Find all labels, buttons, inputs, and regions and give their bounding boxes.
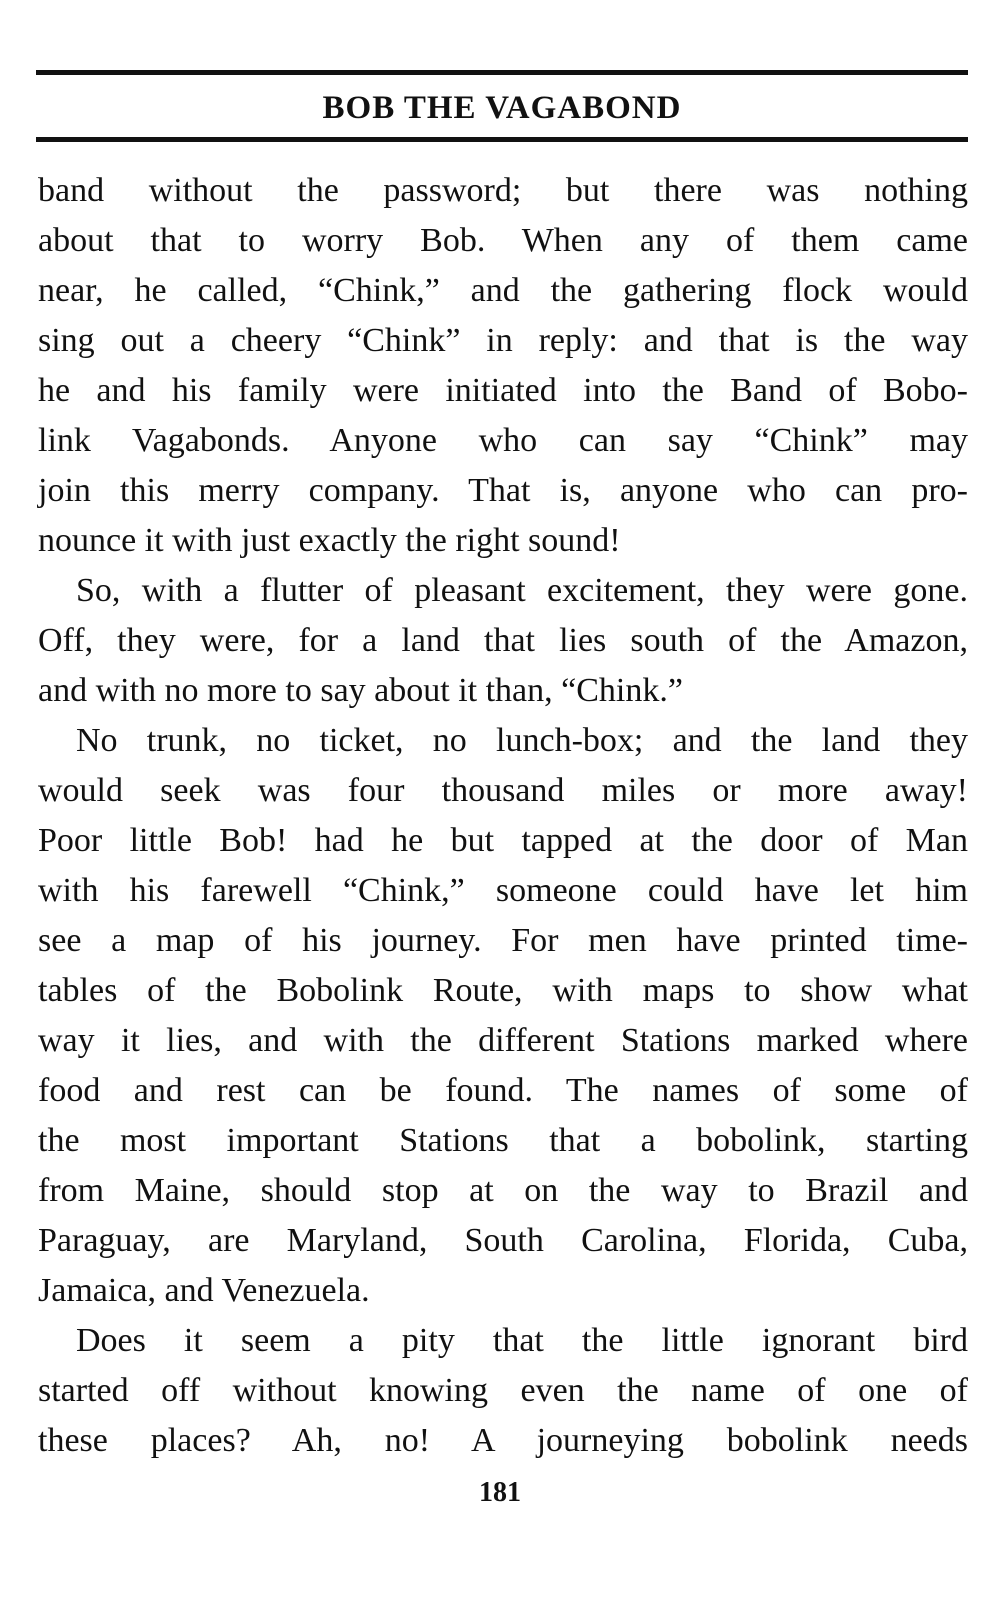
header-rule-bottom (36, 137, 968, 142)
text-line: and with no more to say about it than, “Chink.” (38, 672, 683, 709)
paragraph-start-line: So, with a flutter of pleasant excitement, they were gone. (76, 572, 968, 609)
text-line: started off without knowing even the name of one of (38, 1372, 968, 1409)
text-line: Off, they were, for a land that lies south of the Amazon, (38, 622, 968, 659)
text-line: Jamaica, and Venezuela. (38, 1272, 370, 1309)
text-line: sing out a cheery “Chink” in reply: and that is the way (38, 322, 968, 359)
text-line: tables of the Bobolink Route, with maps to show what (38, 972, 968, 1009)
text-line: food and rest can be found. The names of some of (38, 1072, 968, 1109)
text-line: with his farewell “Chink,” someone could have let him (38, 872, 968, 909)
text-line: join this merry company. That is, anyone who can pro- (38, 472, 968, 509)
text-line: from Maine, should stop at on the way to Brazil and (38, 1172, 968, 1209)
header-rule-top (36, 70, 968, 75)
paragraph-start-line: No trunk, no ticket, no lunch-box; and the land they (76, 722, 968, 759)
text-line: these places? Ah, no! A journeying bobolink needs (38, 1422, 968, 1459)
text-line: nounce it with just exactly the right sound! (38, 522, 621, 559)
paragraph-start-line: Does it seem a pity that the little ignorant bird (76, 1322, 968, 1359)
running-title: BOB THE VAGABOND (322, 90, 682, 126)
text-line: see a map of his journey. For men have printed time- (38, 922, 968, 959)
text-line: Paraguay, are Maryland, South Carolina, Florida, Cuba, (38, 1222, 968, 1259)
text-line: link Vagabonds. Anyone who can say “Chink” may (38, 422, 968, 459)
body-text (38, 166, 968, 1466)
text-line: about that to worry Bob. When any of them came (38, 222, 968, 259)
text-line: he and his family were initiated into the Band of Bobo- (38, 372, 968, 409)
text-line: band without the password; but there was nothing (38, 172, 968, 209)
text-line: the most important Stations that a bobolink, starting (38, 1122, 968, 1159)
page-number: 181 (479, 1477, 521, 1508)
text-line: Poor little Bob! had he but tapped at the door of Man (38, 822, 968, 859)
text-line: way it lies, and with the different Stations marked where (38, 1022, 968, 1059)
text-line: would seek was four thousand miles or more away! (38, 772, 968, 809)
text-line: near, he called, “Chink,” and the gathering flock would (38, 272, 968, 309)
